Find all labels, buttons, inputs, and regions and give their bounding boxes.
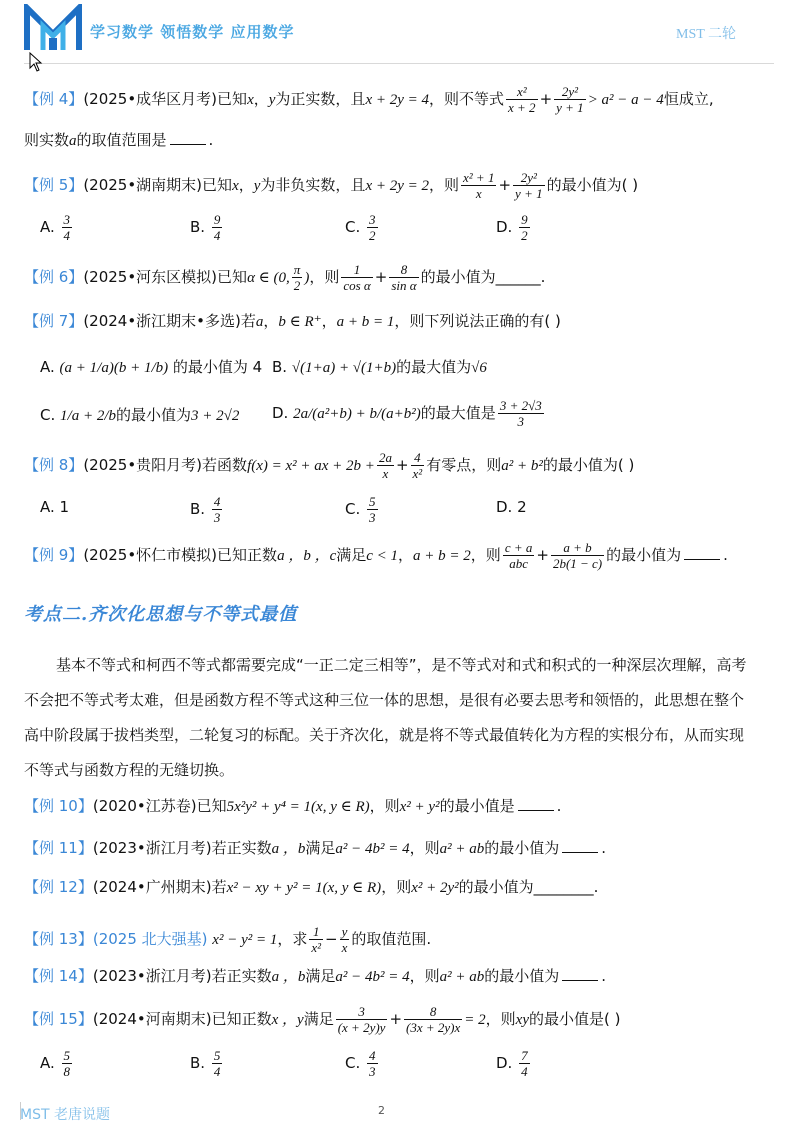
example-12: 【例 12】(2024•广州期末)若x² − xy + y² = 1(x, y ∈ R)，则x² + 2y²的最小值为________. xyxy=(24,878,599,896)
page-number: 2 xyxy=(378,1104,385,1117)
answer-blank xyxy=(684,545,720,560)
fraction: $\frac{\text{2y²}}{y + 1}$ xyxy=(556,84,584,115)
example-4-line2: 则实数a的取值范围是 . xyxy=(24,131,214,149)
example-7: 【例 7】(2024•浙江期末•多选)若a，b ∈ R⁺，a + b = 1，则下列说法正确的有( ) xyxy=(24,312,561,330)
option-a: A. $\frac{5}{8}$ xyxy=(40,1048,71,1079)
option-d: D. 2 xyxy=(496,498,527,516)
option-d: D. 2a/(a²+b) + b/(a+b²)的最大值是 $\frac{3 + 2√3}{3}$ xyxy=(272,398,542,429)
answer-blank xyxy=(170,130,206,145)
option-c: C. $\frac{4}{3}$ xyxy=(345,1048,376,1079)
option-a: A. $\frac{3}{4}$ xyxy=(40,212,71,243)
example-5: 【例 5】(2025•湖南期末)已知x，y为非负实数，且x + 2y = 2，则 $\frac{\text{x² + 1}}{x}$ + $\frac{\text{2y²}}{y + 1}$ 的最小值为( ) xyxy=(24,170,639,201)
mouse-cursor-icon xyxy=(29,52,43,72)
fraction: $\frac{\text{x² + 1}}{x}$ xyxy=(463,170,495,201)
section-title: 考点二.齐次化思想与不等式最值 xyxy=(24,604,298,625)
example-11: 【例 11】(2023•浙江月考)若正实数a ，b满足a² − 4b² = 4，则a² + ab的最小值为 . xyxy=(24,839,607,857)
section-paragraph: 基本不等式和柯西不等式都需要完成“一正二定三相等”，是不等式对和式和积式的一种深层次理解，高考不会把不等式考太难，但是函数方程不等式这种三位一体的思想，是很有必要去思考和领悟的，此思想在整个高中阶段属于拔档类型，二轮复习的标配。关于齐次化，就是将不等式最值转化为方程的实根分布，从而实现不等式与函数方程的无缝切换。 xyxy=(24,656,747,779)
fraction: $\frac{\text{2y²}}{y + 1}$ xyxy=(515,170,543,201)
answer-blank xyxy=(518,796,554,811)
example-tag: 【例 4】 xyxy=(24,90,84,108)
fraction: $\frac{8}{\text{sin α}}$ xyxy=(391,262,417,293)
option-b: B. $\frac{5}{4}$ xyxy=(190,1048,221,1079)
option-d: D. $\frac{9}{2}$ xyxy=(496,212,528,243)
example-9: 【例 9】(2025•怀仁市模拟)已知正数a ，b ，c满足c < 1，a + b = 2，则 $\frac{c + a}{\text{abc}}$ + $\frac{a + b}{2b(1 - c)}$ 的最小值为 . xyxy=(24,540,728,571)
example-tag: 【例 6】 xyxy=(24,268,84,286)
option-a: A. (a + 1/a)(b + 1/b) 的最小值为 4 xyxy=(40,358,263,376)
example-tag: 【例 10】 xyxy=(24,797,93,815)
fraction: $\frac{\text{x²}}{x + 2}$ xyxy=(508,84,536,115)
answer-blank xyxy=(562,838,598,853)
fraction: $\frac{1}{\text{cos α}}$ xyxy=(343,262,371,293)
header-divider xyxy=(24,63,774,64)
example-tag: 【例 14】 xyxy=(24,967,93,985)
example-15: 【例 15】(2024•河南期末)已知正数x ，y满足 $\frac{3}{(x + 2y)y}$ + $\frac{8}{(3x + 2y)x}$ = 2，则xy的最小值是( ) xyxy=(24,1004,621,1035)
mst-logo-icon xyxy=(24,4,82,52)
page-header xyxy=(0,0,788,62)
example-14: 【例 14】(2023•浙江月考)若正实数a ，b满足a² − 4b² = 4，则a² + ab的最小值为 . xyxy=(24,967,607,985)
option-c: C. 1/a + 2/b的最小值为3 + 2√2 xyxy=(40,406,240,424)
footer-brand: MST 老唐说题 xyxy=(20,1107,110,1123)
example-tag: 【例 12】 xyxy=(24,878,93,896)
example-tag: 【例 8】 xyxy=(24,456,84,474)
option-b: B. $\frac{9}{4}$ xyxy=(190,212,221,243)
option-c: C. $\frac{5}{3}$ xyxy=(345,494,376,525)
example-tag: 【例 7】 xyxy=(24,312,84,330)
example-8: 【例 8】(2025•贵阳月考)若函数f(x) = x² + ax + 2b + $\frac{2a}{x}$ + $\frac{4}{\text{x²}}$ 有零点，则a² + b²的最小值为( ) xyxy=(24,450,635,481)
example-6: 【例 6】(2025•河东区模拟)已知α ∈ (0, $\frac{\pi}{2}$ )，则 $\frac{1}{\text{cos α}}$ + $\frac{8}{\text{sin α}}$ 的最小值为______. xyxy=(24,262,546,293)
example-4: 【例 4】(2025•成华区月考)已知x，y为正实数，且x + 2y = 4，则不等式 $\frac{\text{x²}}{x + 2}$ + $\frac{\text{2y²}}{y + 1}$ > a² − a − 4恒成立, xyxy=(24,84,714,115)
header-slogan: 学习数学 领悟数学 应用数学 xyxy=(90,23,295,41)
option-b: B. $\frac{4}{3}$ xyxy=(190,494,221,525)
option-c: C. $\frac{3}{2}$ xyxy=(345,212,376,243)
example-10: 【例 10】(2020•江苏卷)已知5x²y² + y⁴ = 1(x, y ∈ R)，则x² + y²的最小值是 . xyxy=(24,797,562,815)
example-13: 【例 13】(2025 北大强基) x² − y² = 1，求 $\frac{1}{\text{x²}}$ − $\frac{y}{x}$ 的取值范围. xyxy=(24,924,432,955)
example-tag: 【例 9】 xyxy=(24,546,84,564)
option-a: A. 1 xyxy=(40,498,70,516)
example-tag: 【例 5】 xyxy=(24,176,84,194)
example-tag: 【例 15】 xyxy=(24,1010,93,1028)
example-tag: 【例 13】 xyxy=(24,930,93,948)
option-b: B. √(1+a) + √(1+b)的最大值为√6 xyxy=(272,358,487,376)
header-edition: MST 二轮 xyxy=(676,27,737,42)
option-d: D. $\frac{7}{4}$ xyxy=(496,1048,528,1079)
example-tag: 【例 11】 xyxy=(24,839,93,857)
answer-blank xyxy=(562,966,598,981)
